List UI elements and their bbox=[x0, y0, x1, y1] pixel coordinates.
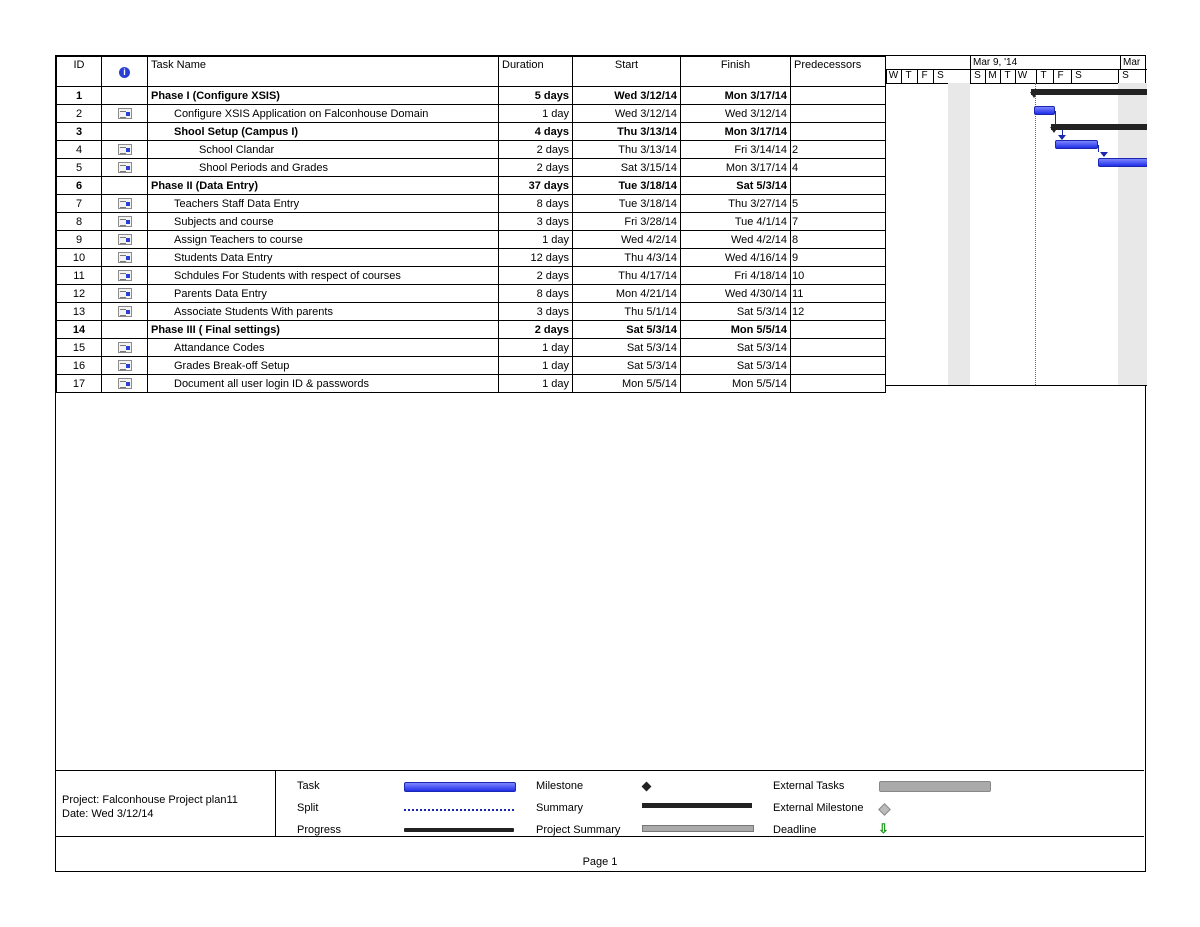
task-start[interactable]: Mon 5/5/14 bbox=[573, 375, 681, 393]
legend-split-swatch bbox=[404, 809, 514, 811]
table-row[interactable] bbox=[57, 141, 886, 159]
task-duration[interactable]: 2 days bbox=[499, 321, 573, 339]
legend-progress-swatch bbox=[404, 828, 514, 832]
task-rows bbox=[57, 87, 886, 393]
task-finish[interactable]: Mon 3/17/14 bbox=[681, 123, 791, 141]
legend-label-project-summary: Project Summary bbox=[536, 824, 621, 836]
legend-label-milestone: Milestone bbox=[536, 780, 584, 792]
task-id[interactable]: 9 bbox=[57, 231, 102, 249]
task-bar-2[interactable] bbox=[1034, 106, 1055, 115]
task-start[interactable]: Wed 3/12/14 bbox=[573, 105, 681, 123]
task-id[interactable]: 13 bbox=[57, 303, 102, 321]
task-name[interactable]: Shool Periods and Grades bbox=[148, 159, 499, 177]
legend bbox=[56, 770, 1144, 837]
project-info bbox=[56, 771, 276, 836]
task-name[interactable]: Phase I (Configure XSIS) bbox=[148, 87, 499, 105]
table-row[interactable] bbox=[57, 87, 886, 105]
task-start[interactable]: Thu 3/13/14 bbox=[573, 123, 681, 141]
task-name[interactable]: Parents Data Entry bbox=[148, 285, 499, 303]
task-indicator[interactable] bbox=[102, 249, 148, 267]
legend-label-progress: Progress bbox=[297, 824, 342, 836]
task-id[interactable]: 1 bbox=[57, 87, 102, 105]
task-finish[interactable]: Wed 4/30/14 bbox=[681, 285, 791, 303]
table-row[interactable] bbox=[57, 195, 886, 213]
col-header-indicators[interactable] bbox=[102, 57, 148, 87]
task-predecessors[interactable]: 8 bbox=[791, 231, 886, 249]
day-label: W bbox=[1017, 70, 1028, 81]
info-icon: i bbox=[119, 67, 130, 78]
task-predecessors[interactable] bbox=[791, 339, 886, 357]
status-date-line bbox=[1035, 83, 1036, 385]
task-notes-icon bbox=[118, 306, 132, 317]
task-finish[interactable]: Wed 4/16/14 bbox=[681, 249, 791, 267]
task-duration[interactable]: 8 days bbox=[499, 195, 573, 213]
task-predecessors[interactable]: 4 bbox=[791, 159, 886, 177]
task-duration[interactable]: 37 days bbox=[499, 177, 573, 195]
task-name[interactable]: Assign Teachers to course bbox=[148, 231, 499, 249]
task-id[interactable]: 10 bbox=[57, 249, 102, 267]
task-predecessors[interactable] bbox=[791, 321, 886, 339]
task-start[interactable]: Fri 3/28/14 bbox=[573, 213, 681, 231]
task-indicator[interactable] bbox=[102, 87, 148, 105]
timescale-minor bbox=[886, 69, 1147, 84]
task-start[interactable]: Tue 3/18/14 bbox=[573, 177, 681, 195]
table-header-row bbox=[57, 57, 886, 87]
task-name[interactable]: Schdules For Students with respect of courses bbox=[148, 267, 499, 285]
task-predecessors[interactable]: 10 bbox=[791, 267, 886, 285]
task-id[interactable]: 15 bbox=[57, 339, 102, 357]
task-start[interactable]: Tue 3/18/14 bbox=[573, 195, 681, 213]
task-notes-icon bbox=[118, 198, 132, 209]
task-name[interactable]: Subjects and course bbox=[148, 213, 499, 231]
task-name[interactable]: Phase II (Data Entry) bbox=[148, 177, 499, 195]
table-row[interactable] bbox=[57, 231, 886, 249]
table-row[interactable] bbox=[57, 159, 886, 177]
task-finish[interactable]: Mon 5/5/14 bbox=[681, 321, 791, 339]
task-indicator[interactable] bbox=[102, 357, 148, 375]
task-start[interactable]: Sat 5/3/14 bbox=[573, 339, 681, 357]
task-name[interactable]: Configure XSIS Application on Falconhouse Domain bbox=[148, 105, 499, 123]
task-predecessors[interactable]: 9 bbox=[791, 249, 886, 267]
table-row[interactable] bbox=[57, 321, 886, 339]
task-start[interactable]: Thu 5/1/14 bbox=[573, 303, 681, 321]
task-notes-icon bbox=[118, 288, 132, 299]
task-finish[interactable]: Sat 5/3/14 bbox=[681, 339, 791, 357]
task-finish[interactable]: Wed 4/2/14 bbox=[681, 231, 791, 249]
gantt-chart bbox=[885, 56, 1147, 386]
task-indicator[interactable] bbox=[102, 159, 148, 177]
task-predecessors[interactable]: 5 bbox=[791, 195, 886, 213]
timescale-major bbox=[886, 56, 1147, 70]
legend-label-external-milestone: External Milestone bbox=[773, 802, 864, 814]
summary-bar-school-setup[interactable] bbox=[1051, 124, 1147, 130]
summary-cap bbox=[1030, 92, 1038, 98]
task-start[interactable]: Thu 3/13/14 bbox=[573, 141, 681, 159]
task-id[interactable]: 17 bbox=[57, 375, 102, 393]
task-name[interactable]: School Clandar bbox=[148, 141, 499, 159]
table-row[interactable] bbox=[57, 303, 886, 321]
task-id[interactable]: 7 bbox=[57, 195, 102, 213]
table-row[interactable] bbox=[57, 285, 886, 303]
task-indicator[interactable] bbox=[102, 285, 148, 303]
table-row[interactable] bbox=[57, 357, 886, 375]
day-label: T bbox=[905, 70, 912, 81]
task-name[interactable]: Associate Students With parents bbox=[148, 303, 499, 321]
legend-label-split: Split bbox=[297, 802, 319, 814]
task-id[interactable]: 12 bbox=[57, 285, 102, 303]
day-label: T bbox=[1004, 70, 1011, 81]
task-finish[interactable]: Sat 5/3/14 bbox=[681, 177, 791, 195]
task-indicator[interactable] bbox=[102, 303, 148, 321]
task-duration[interactable]: 1 day bbox=[499, 231, 573, 249]
task-predecessors[interactable] bbox=[791, 177, 886, 195]
task-indicator[interactable] bbox=[102, 177, 148, 195]
task-indicator[interactable] bbox=[102, 267, 148, 285]
task-name[interactable]: Grades Break-off Setup bbox=[148, 357, 499, 375]
task-id[interactable]: 4 bbox=[57, 141, 102, 159]
task-notes-icon bbox=[118, 270, 132, 281]
print-page bbox=[55, 55, 1146, 872]
task-indicator[interactable] bbox=[102, 105, 148, 123]
legend-label-task: Task bbox=[297, 780, 320, 792]
task-predecessors[interactable]: 11 bbox=[791, 285, 886, 303]
task-start[interactable]: Sat 5/3/14 bbox=[573, 321, 681, 339]
task-notes-icon bbox=[118, 360, 132, 371]
task-predecessors[interactable]: 2 bbox=[791, 141, 886, 159]
page-number: Page 1 bbox=[582, 856, 618, 868]
task-notes-icon bbox=[118, 342, 132, 353]
weekend-shade bbox=[948, 83, 970, 385]
external-milestone-diamond-icon bbox=[878, 803, 891, 816]
day-label: F bbox=[921, 70, 928, 81]
task-id[interactable]: 6 bbox=[57, 177, 102, 195]
task-id[interactable]: 11 bbox=[57, 267, 102, 285]
milestone-diamond-icon bbox=[642, 782, 652, 792]
task-finish[interactable]: Mon 5/5/14 bbox=[681, 375, 791, 393]
task-duration[interactable]: 2 days bbox=[499, 267, 573, 285]
day-label: S bbox=[937, 70, 944, 81]
day-label: S bbox=[1075, 70, 1082, 81]
task-notes-icon bbox=[118, 216, 132, 227]
legend-project-summary-swatch bbox=[642, 825, 754, 832]
day-label: S bbox=[974, 70, 981, 81]
task-finish[interactable]: Mon 3/17/14 bbox=[681, 159, 791, 177]
task-notes-icon bbox=[118, 234, 132, 245]
link-arrow bbox=[1100, 152, 1108, 157]
table-row[interactable] bbox=[57, 249, 886, 267]
task-start[interactable]: Thu 4/17/14 bbox=[573, 267, 681, 285]
task-duration[interactable]: 3 days bbox=[499, 303, 573, 321]
task-indicator[interactable] bbox=[102, 375, 148, 393]
task-predecessors[interactable] bbox=[791, 123, 886, 141]
task-finish[interactable]: Tue 4/1/14 bbox=[681, 213, 791, 231]
table-row[interactable] bbox=[57, 267, 886, 285]
task-name[interactable]: Document all user login ID & passwords bbox=[148, 375, 499, 393]
task-notes-icon bbox=[118, 162, 132, 173]
task-duration[interactable]: 8 days bbox=[499, 285, 573, 303]
col-header-start[interactable]: Start bbox=[573, 57, 681, 87]
task-name[interactable]: Students Data Entry bbox=[148, 249, 499, 267]
task-duration[interactable]: 1 day bbox=[499, 375, 573, 393]
summary-cap bbox=[1050, 127, 1058, 133]
legend-summary-swatch bbox=[642, 803, 752, 808]
task-id[interactable]: 2 bbox=[57, 105, 102, 123]
project-date: Date: Wed 3/12/14 bbox=[62, 808, 154, 820]
week-label: Mar 9, '14 bbox=[973, 57, 1018, 68]
day-label: T bbox=[1040, 70, 1047, 81]
task-start[interactable]: Thu 4/3/14 bbox=[573, 249, 681, 267]
task-duration[interactable]: 12 days bbox=[499, 249, 573, 267]
task-id[interactable]: 5 bbox=[57, 159, 102, 177]
task-id[interactable]: 3 bbox=[57, 123, 102, 141]
task-duration[interactable]: 1 day bbox=[499, 105, 573, 123]
table-row[interactable] bbox=[57, 213, 886, 231]
task-indicator[interactable] bbox=[102, 231, 148, 249]
task-predecessors[interactable] bbox=[791, 375, 886, 393]
day-label: F bbox=[1057, 70, 1064, 81]
task-id[interactable]: 16 bbox=[57, 357, 102, 375]
task-table bbox=[56, 56, 886, 393]
task-duration[interactable]: 1 day bbox=[499, 357, 573, 375]
day-label: W bbox=[888, 70, 899, 81]
task-indicator[interactable] bbox=[102, 141, 148, 159]
task-start[interactable]: Wed 3/12/14 bbox=[573, 87, 681, 105]
task-bar-5[interactable] bbox=[1098, 158, 1147, 167]
task-notes-icon bbox=[118, 108, 132, 119]
day-label: S bbox=[1122, 70, 1129, 81]
col-header-id[interactable]: ID bbox=[57, 57, 102, 87]
task-finish[interactable]: Fri 3/14/14 bbox=[681, 141, 791, 159]
project-name: Project: Falconhouse Project plan11 bbox=[62, 794, 238, 806]
task-indicator[interactable] bbox=[102, 213, 148, 231]
table-row[interactable] bbox=[57, 339, 886, 357]
legend-label-summary: Summary bbox=[536, 802, 584, 814]
task-duration[interactable]: 4 days bbox=[499, 123, 573, 141]
task-name[interactable]: Phase III ( Final settings) bbox=[148, 321, 499, 339]
task-predecessors[interactable] bbox=[791, 105, 886, 123]
task-duration[interactable]: 5 days bbox=[499, 87, 573, 105]
task-start[interactable]: Sat 5/3/14 bbox=[573, 357, 681, 375]
task-start[interactable]: Sat 3/15/14 bbox=[573, 159, 681, 177]
task-bar-4[interactable] bbox=[1055, 140, 1098, 149]
task-indicator[interactable] bbox=[102, 339, 148, 357]
task-indicator[interactable] bbox=[102, 195, 148, 213]
legend-task-swatch bbox=[404, 782, 516, 792]
task-duration[interactable]: 3 days bbox=[499, 213, 573, 231]
task-predecessors[interactable] bbox=[791, 357, 886, 375]
day-label: M bbox=[988, 70, 997, 81]
col-header-duration[interactable]: Duration bbox=[499, 57, 573, 87]
task-duration[interactable]: 2 days bbox=[499, 141, 573, 159]
table-row[interactable] bbox=[57, 375, 886, 393]
task-name[interactable]: Shool Setup (Campus I) bbox=[148, 123, 499, 141]
task-indicator[interactable] bbox=[102, 123, 148, 141]
table-row[interactable] bbox=[57, 123, 886, 141]
task-finish[interactable]: Mon 3/17/14 bbox=[681, 87, 791, 105]
week-label: Mar bbox=[1123, 57, 1141, 68]
task-start[interactable]: Mon 4/21/14 bbox=[573, 285, 681, 303]
task-start[interactable]: Wed 4/2/14 bbox=[573, 231, 681, 249]
task-indicator[interactable] bbox=[102, 321, 148, 339]
task-finish[interactable]: Wed 3/12/14 bbox=[681, 105, 791, 123]
task-name[interactable]: Attandance Codes bbox=[148, 339, 499, 357]
task-finish[interactable]: Sat 5/3/14 bbox=[681, 303, 791, 321]
task-finish[interactable]: Sat 5/3/14 bbox=[681, 357, 791, 375]
task-duration[interactable]: 2 days bbox=[499, 159, 573, 177]
legend-external-tasks-swatch bbox=[879, 781, 991, 792]
deadline-arrow-icon: ⇩ bbox=[878, 821, 889, 836]
task-name[interactable]: Teachers Staff Data Entry bbox=[148, 195, 499, 213]
legend-label-deadline: Deadline bbox=[773, 824, 817, 836]
task-finish[interactable]: Thu 3/27/14 bbox=[681, 195, 791, 213]
summary-bar-phase1[interactable] bbox=[1031, 89, 1147, 95]
table-row[interactable] bbox=[57, 105, 886, 123]
task-notes-icon bbox=[118, 378, 132, 389]
task-predecessors[interactable] bbox=[791, 87, 886, 105]
task-notes-icon bbox=[118, 144, 132, 155]
col-header-task-name[interactable]: Task Name bbox=[148, 57, 499, 87]
col-header-finish[interactable]: Finish bbox=[681, 57, 791, 87]
table-row[interactable] bbox=[57, 177, 886, 195]
task-finish[interactable]: Fri 4/18/14 bbox=[681, 267, 791, 285]
task-id[interactable]: 14 bbox=[57, 321, 102, 339]
task-notes-icon bbox=[118, 252, 132, 263]
task-predecessors[interactable]: 12 bbox=[791, 303, 886, 321]
legend-label-external-tasks: External Tasks bbox=[773, 780, 845, 792]
task-id[interactable]: 8 bbox=[57, 213, 102, 231]
col-header-predecessors[interactable]: Predecessors bbox=[791, 57, 886, 87]
task-duration[interactable]: 1 day bbox=[499, 339, 573, 357]
task-predecessors[interactable]: 7 bbox=[791, 213, 886, 231]
